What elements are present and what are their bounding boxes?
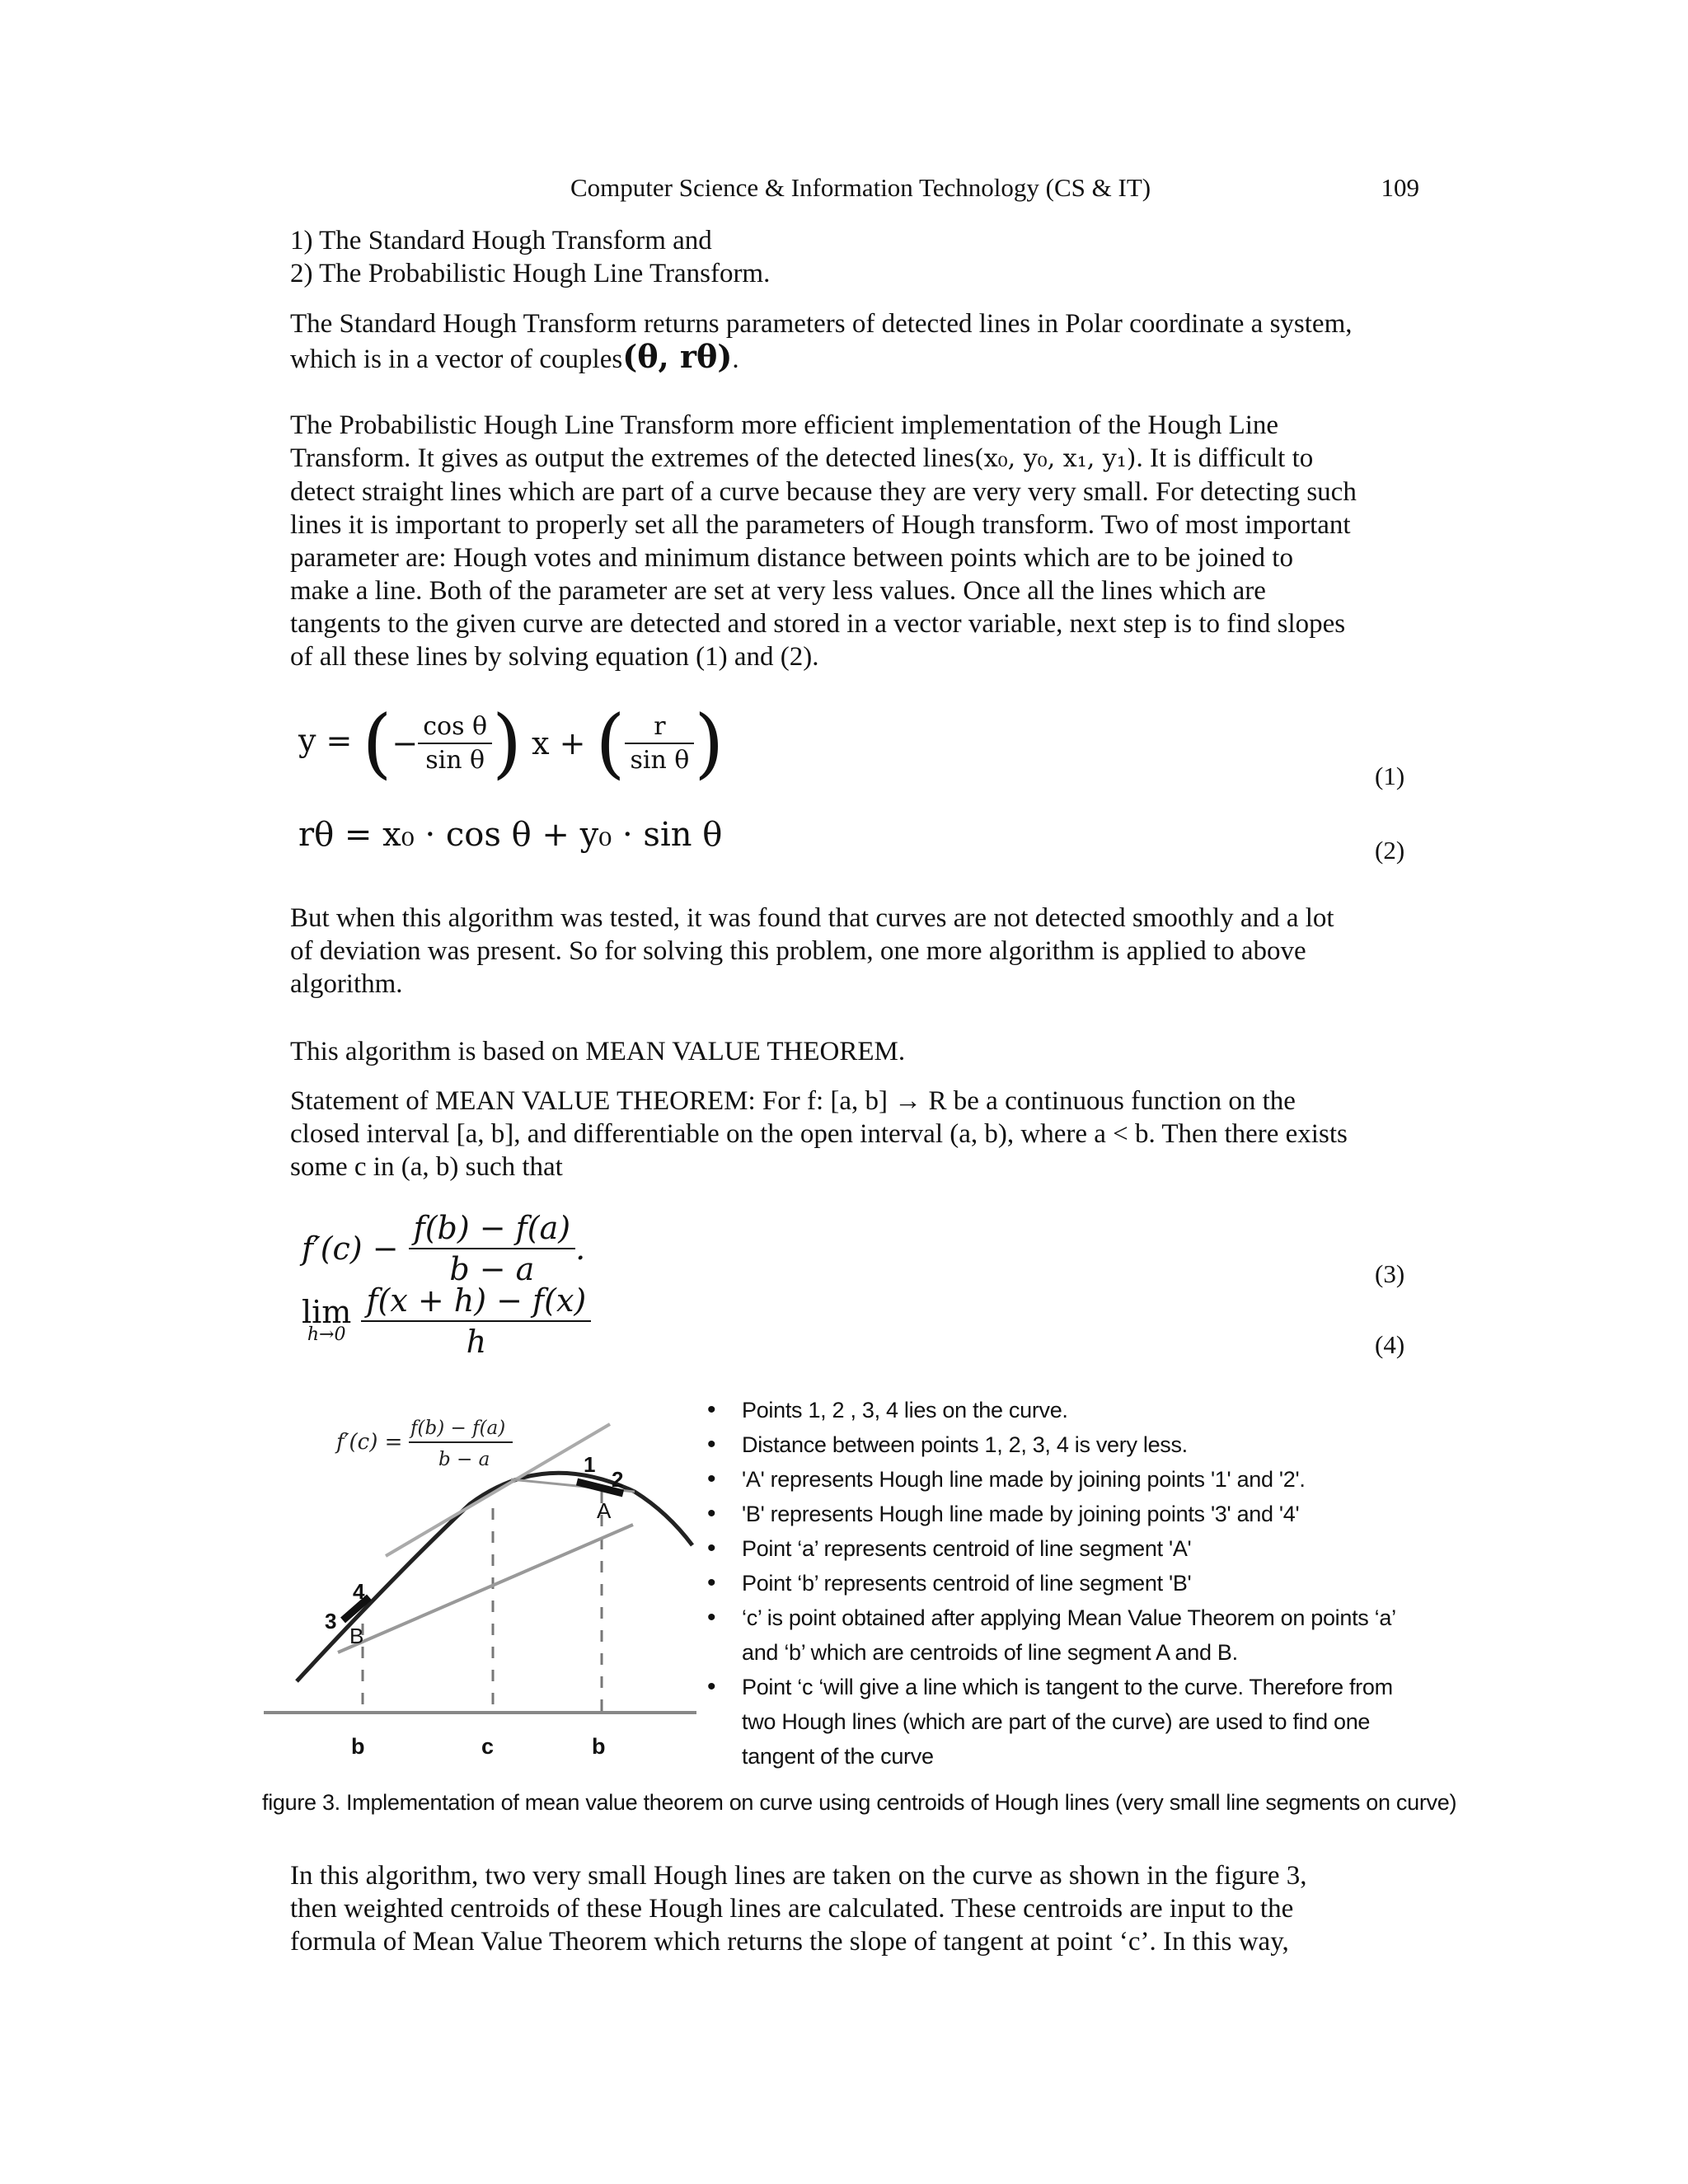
figure-bullet-list [707, 1393, 1432, 1774]
line-label-a: A [597, 1498, 612, 1523]
para-line: formula of Mean Value Theorem which returns the slope of tangent at point ‘c’. In this way, [290, 1927, 1289, 1957]
eq-lhs: f′(c) − [302, 1230, 399, 1267]
list-item: • Points 1, 2 , 3, 4 lies on the curve. [707, 1393, 1432, 1427]
para-line: some c in (a, b) such that [290, 1152, 563, 1182]
left-paren: ( [595, 699, 626, 787]
fraction: $\frac{f(x + h) - f(x)}{h}$ [361, 1282, 591, 1360]
para-line [290, 340, 1419, 376]
paragraph-deviation [290, 902, 1419, 1001]
couple-math: (θ, rθ) [622, 338, 733, 375]
fraction: $\frac{\text{cos θ}}{\text{sin θ}}$ [418, 712, 492, 775]
page-number: 109 [1381, 173, 1419, 202]
running-header [290, 173, 1419, 208]
para-line: lines it is important to properly set all the parameters of Hough transform. Two of most important [290, 510, 1351, 540]
extremes-math: (x₀, y₀, x₁, y₁) [974, 444, 1137, 473]
para-text: . It is difficult to [1136, 443, 1314, 473]
para-line [290, 442, 1419, 476]
paragraph-algorithm [290, 1859, 1419, 1958]
equation-number: (3) [1375, 1259, 1405, 1288]
axis-label-b-right: b [592, 1734, 606, 1759]
curve [297, 1473, 692, 1681]
figure-3-diagram [247, 1385, 701, 1780]
para-line: The Probabilistic Hough Line Transform more efficient implementation of the Hough Line [290, 410, 1279, 440]
fraction: $\frac{r}{\text{sin θ}}$ [625, 712, 694, 775]
equation-3 [302, 1210, 585, 1287]
transform-list [290, 224, 1419, 290]
para-line: The Standard Hough Transform returns parameters of detected lines in Polar coordinate a system, [290, 309, 1353, 339]
paragraph-probabilistic-hough [290, 409, 1419, 673]
figure-formula-lhs: f′(c) = [336, 1430, 403, 1455]
list-item: • Point ‘a’ represents centroid of line segment 'A' [707, 1531, 1432, 1566]
fraction: $\frac{f(b) - f(a)}{b - a}$ [409, 1210, 575, 1287]
equation-1: y = (− $\frac{\text{cos θ}}{\text{sin θ}}$ ) x + ( $\frac{r}{\text{sin θ}}$ ) [298, 699, 724, 787]
para-line: parameter are: Hough votes and minimum distance between points which are to be joined to [290, 543, 1293, 573]
axis-label-c: c [481, 1734, 495, 1759]
tangent-line [386, 1424, 610, 1556]
para-line: tangents to the given curve are detected and stored in a vector variable, next step is to find slopes [290, 609, 1346, 639]
point-label-3: 3 [325, 1609, 337, 1633]
para-line: then weighted centroids of these Hough lines are calculated. These centroids are input to the [290, 1894, 1294, 1924]
right-paren: ) [694, 699, 724, 787]
para-line: closed interval [a, b], and differentiable on the open interval (a, b), where a < b. Then there exists [290, 1119, 1348, 1149]
para-line: of all these lines by solving equation (1) and (2). [290, 642, 819, 672]
para-text: . [732, 344, 739, 374]
figure-caption: figure 3. Implementation of mean value theorem on curve using centroids of Hough lines (very small line segments on curve) [262, 1790, 1457, 1815]
line-label-b: B [349, 1624, 364, 1648]
list-item: • 'B' represents Hough line made by joining points '3' and '4' [707, 1497, 1432, 1531]
eq-lhs: y = [298, 722, 353, 759]
para-line: detect straight lines which are part of a curve because they are very very small. For detecting such [290, 477, 1357, 507]
equation-2: rθ = x₀ · cos θ + y₀ · sin θ [298, 816, 723, 854]
list-item: • 'A' represents Hough line made by joining points '1' and '2'. [707, 1462, 1432, 1497]
list-item: 2) The Probabilistic Hough Line Transform. [290, 259, 771, 288]
left-paren: ( [362, 699, 392, 787]
paragraph-mvt-statement [290, 1085, 1419, 1183]
figure-formula-den: b − a [438, 1449, 490, 1470]
point-label-4: 4 [353, 1579, 365, 1604]
point-label-1: 1 [584, 1452, 596, 1477]
para-line: algorithm. [290, 969, 403, 999]
list-item: • Point ‘b’ represents centroid of line segment 'B' [707, 1566, 1432, 1601]
para-line: make a line. Both of the parameter are set at very less values. Once all the lines which are [290, 576, 1266, 606]
list-item: • Point ‘c ‘will give a line which is tangent to the curve. Therefore from two Hough lines (which are part of the curve) are used to find one tangent of the curve [707, 1670, 1432, 1774]
para-text: which is in a vector of couples [290, 344, 623, 374]
equation-number: (4) [1375, 1330, 1405, 1359]
list-item: • ‘c’ is point obtained after applying Mean Value Theorem on points ‘a’ and ‘b’ which are centroids of line segment A and B. [707, 1601, 1432, 1670]
figure-formula-num: f(b) − f(a) [410, 1418, 506, 1439]
eq-tail: . [575, 1230, 586, 1267]
equation-4 [302, 1282, 591, 1360]
equation-number: (2) [1375, 836, 1405, 865]
list-item: 1) The Standard Hough Transform and [290, 226, 712, 255]
para-line: Statement of MEAN VALUE THEOREM: For f: [a, b] → R be a continuous function on the [290, 1086, 1296, 1116]
journal-title: Computer Science & Information Technology (CS & IT) [570, 173, 1151, 202]
para-line: In this algorithm, two very small Hough lines are taken on the curve as shown in the figure 3, [290, 1861, 1307, 1891]
para-line: of deviation was present. So for solving this problem, one more algorithm is applied to above [290, 936, 1306, 966]
para-line: But when this algorithm was tested, it was found that curves are not detected smoothly and a lot [290, 903, 1334, 933]
axis-label-b-left: b [351, 1734, 365, 1759]
eq-mid: x + [532, 725, 586, 762]
equation-number: (1) [1375, 762, 1405, 790]
paragraph-standard-hough [290, 307, 1419, 376]
para-text: Transform. It gives as output the extremes of the detected lines [290, 443, 974, 473]
paragraph-mvt-intro: This algorithm is based on MEAN VALUE THEOREM. [290, 1037, 906, 1066]
limit: lim h→0 [302, 1294, 352, 1345]
right-paren: ) [492, 699, 522, 787]
list-item: • Distance between points 1, 2, 3, 4 is very less. [707, 1427, 1432, 1462]
point-label-2: 2 [612, 1467, 624, 1492]
